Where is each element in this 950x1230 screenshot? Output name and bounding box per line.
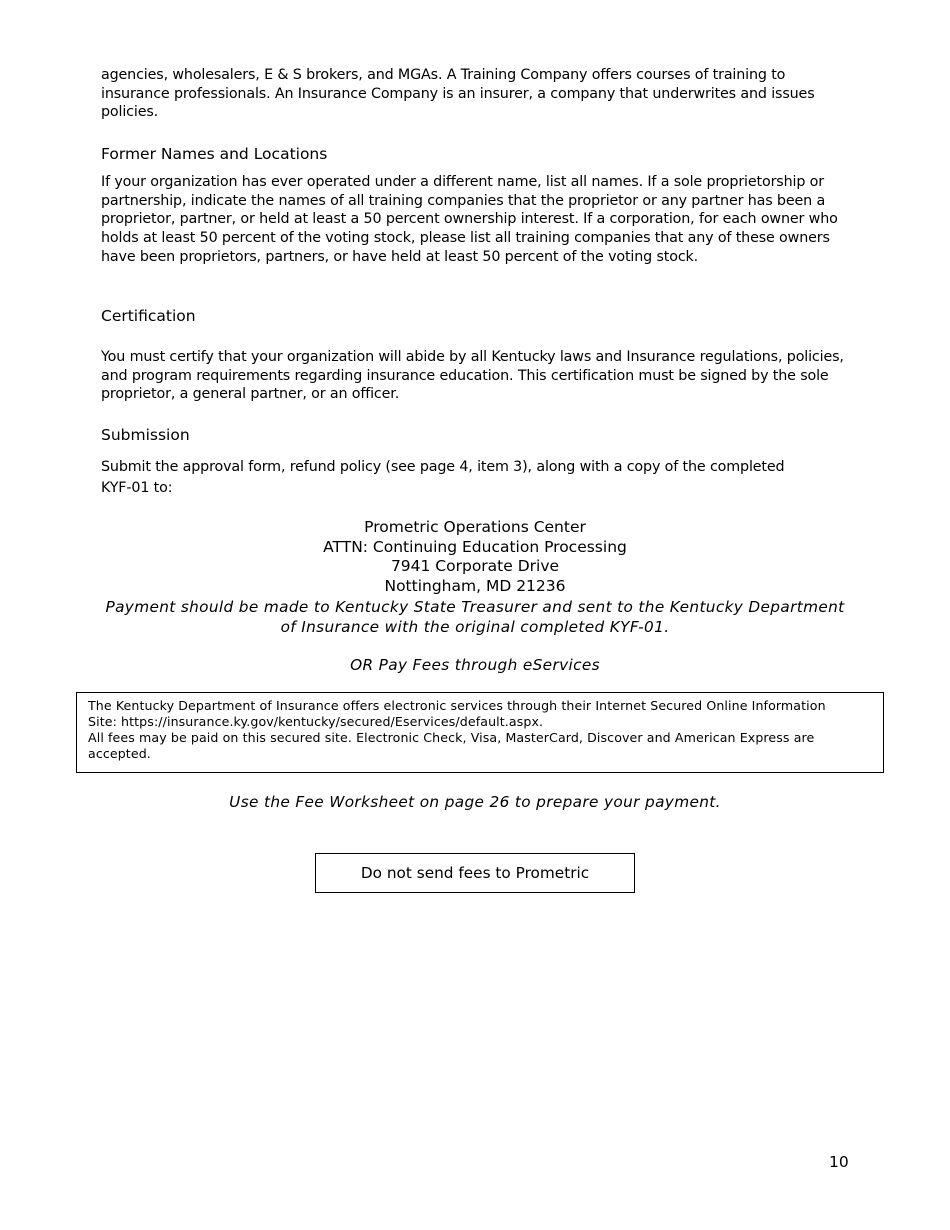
address-line-1: Prometric Operations Center — [364, 518, 586, 536]
eservices-line-1: The Kentucky Department of Insurance offers electronic services through their Internet Secured Online Information — [88, 698, 826, 713]
address-line-2: ATTN: Continuing Education Processing — [323, 537, 627, 556]
submission-line-2: KYF-01 to: — [101, 480, 173, 496]
submission-line-1: Submit the approval form, refund policy (see page 4, item 3), along with a copy of the completed — [101, 459, 785, 475]
certification-paragraph: You must certify that your organization will abide by all Kentucky laws and Insurance regulations, policies, and program requirements regarding insurance education. This certification must be signed by the sole proprietor, a general partner, or an officer. — [101, 349, 844, 403]
prometric-fee-notice-box: Do not send fees to Prometric — [315, 853, 635, 893]
payment-note — [90, 598, 860, 637]
address-line-4: Nottingham, MD 21236 — [384, 577, 566, 596]
submission-heading: Submission — [101, 426, 190, 444]
former-names-heading: Former Names and Locations — [101, 145, 328, 163]
address-line-3: 7941 Corporate Drive — [390, 557, 560, 576]
submission-paragraph — [101, 457, 853, 499]
payment-note-line-1: Payment should be made to Kentucky State Treasurer and sent to the Kentucky Department — [105, 598, 845, 616]
former-names-paragraph: If your organization has ever operated under a different name, list all names. If a sole proprietorship or partnership, indicate the names of all training companies that the proprietor or any partner has been a proprietor, partner, or held at least a 50 percent ownership interest. If a corporation, for each owner who holds at least 50 percent of the voting stock, please list all training companies that any of these owners have been proprietors, partners, or have held at least 50 percent of the voting stock. — [101, 174, 838, 265]
payment-note-line-2: of Insurance with the original completed KYF-01. — [280, 617, 670, 636]
eservices-info-box — [76, 692, 884, 773]
intro-paragraph: agencies, wholesalers, E & S brokers, and MGAs. A Training Company offers courses of training to insurance professionals. An Insurance Company is an insurer, a company that underwrites and issues policies. — [101, 67, 815, 121]
certification-heading: Certification — [101, 307, 196, 325]
mailing-address — [90, 518, 860, 597]
eservices-line-4: accepted. — [88, 746, 151, 761]
eservices-line-2: Site: https://insurance.ky.gov/kentucky/secured/Eservices/default.aspx. — [88, 714, 544, 729]
eservices-line-3: All fees may be paid on this secured site. Electronic Check, Visa, MasterCard, Discover and American Express are — [88, 730, 815, 745]
fee-worksheet-note: Use the Fee Worksheet on page 26 to prepare your payment. — [229, 793, 721, 811]
or-pay-eservices: OR Pay Fees through eServices — [350, 656, 600, 674]
page-number: 10 — [829, 1153, 849, 1171]
